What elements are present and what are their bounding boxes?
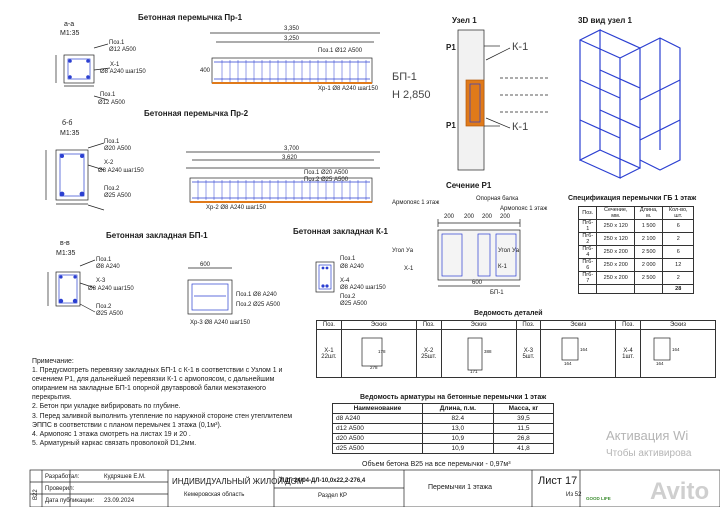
rebar-title: Ведомость арматуры на бетонные перемычки 1 этаж [360, 394, 547, 401]
bp1-tag: Поз.1 Ø8 А240 [236, 292, 277, 298]
detail-dim: 171 [470, 369, 478, 374]
node1-tag: К-1 [512, 121, 529, 133]
p1-dim: 600 [472, 280, 483, 286]
bp1-tag: Хр-3 Ø8 А240 шаг150 [190, 320, 251, 326]
detail-pos: Х-1 22шт. [317, 330, 342, 378]
table-row-total: 28 [579, 285, 694, 294]
spec-table [578, 206, 694, 294]
p1-section-outline [438, 230, 520, 280]
project-code: ПДГ-24/04-ДЛ-10,0х22,2-276,4 [280, 478, 366, 484]
pr2-dim: 3,620 [282, 155, 298, 161]
p1-title: Сечение Р1 [446, 181, 492, 190]
table-row: Пг6-4 250 х 200 2 500 6 [579, 246, 694, 259]
p1-dim: 200 [482, 214, 493, 220]
company-logo: GOOD LIFE [586, 496, 611, 501]
concrete-volume: Объем бетона В25 на все перемычки - 0,97м³ [362, 461, 511, 468]
k1-title: Бетонная закладная К-1 [293, 227, 388, 236]
bp1-dim: 600 [200, 262, 211, 268]
bb-tag: Ø8 А240 шаг150 [98, 168, 144, 174]
table-row: d8 А240 82.4 39,5 [333, 414, 554, 424]
note-item: 1. Предусмотреть перевязку закладных БП-1 с К-1 в соответствии с Узлом 1 и сечением Р1, для дальнейшей перевязки К-1 с армопоясом, с дальнейшим опиранием на закладные БП-1 опорной двутавровой балки межэтажного перекрытия. [32, 367, 283, 402]
detail-pos: Х-2 25шт. [416, 330, 441, 378]
node1-tag: Р1 [446, 43, 456, 52]
node1-bp1 [466, 80, 484, 126]
note-item: 2. Бетон при укладке вибрировать по глубине. [32, 403, 181, 411]
detail-dim: 388 [484, 349, 492, 354]
bp1-outline [188, 280, 232, 314]
aa-tag: Поз.1 [109, 40, 125, 46]
pr2-tag: Поз.1 Ø20 А500 [304, 170, 349, 176]
sheet-total: Из 52 [566, 492, 582, 498]
pr1-dim: 3,350 [284, 26, 300, 32]
aa-tag: Х-1 [110, 62, 120, 68]
section-aa-label: а-а [64, 21, 75, 28]
developer-label: Разработал: [45, 474, 80, 480]
project-region: Кемеровская область [184, 492, 245, 498]
vv-tag: Х-3 [96, 278, 106, 284]
pr2-tag: Поз.2 Ø25 А500 [304, 177, 349, 183]
p1-label: БП-1 [490, 290, 504, 296]
section-bb-label: б-б [62, 120, 73, 127]
bp1-title: Бетонная закладная БП-1 [106, 231, 208, 240]
bb-tag: Х-2 [104, 160, 114, 166]
table-row: d25 А500 10,9 41,8 [333, 444, 554, 454]
table-row: Пг6-6 250 х 200 2 000 12 [579, 259, 694, 272]
pr1-title: Бетонная перемычка Пр-1 [138, 13, 243, 22]
detail-dim: 164 [580, 347, 588, 352]
p1-dim: 200 [500, 214, 511, 220]
p1-label: Армопояс 1 этаж [500, 206, 548, 212]
pr2-dim: 3,700 [284, 146, 300, 152]
section-vv-label: в-в [60, 240, 70, 247]
pr2-title: Бетонная перемычка Пр-2 [144, 109, 249, 118]
section-aa-scale: М1:35 [60, 30, 80, 37]
details-table: Поз. Эскиз Поз. Эскиз Поз. Эскиз Поз. Эскиз Х-1 22шт. Х-2 25шт. Х-3 5шт. Х-4 1шт. [316, 320, 716, 378]
notes-title: Примечание: [32, 358, 74, 365]
node1-tag: БП-1 [392, 71, 417, 83]
aa-tag: Поз.1 [100, 92, 116, 98]
vv-tag: Ø8 А240 шаг150 [88, 286, 134, 292]
bb-tag: Поз.1 [104, 139, 120, 145]
sheet-title: Перемычки 1 этажа [428, 484, 492, 491]
table-row: Пг6-7 250 х 200 2 500 2 [579, 272, 694, 285]
pr1-dim: 400 [200, 68, 211, 74]
k1-tag: Поз.1 [340, 256, 356, 262]
table-row: Пг6-2 250 х 120 2 100 2 [579, 233, 694, 246]
pr1-tag: Поз.1 Ø12 А500 [318, 48, 363, 54]
p1-label: Армопояс 1 этаж [392, 200, 440, 206]
developer-name: Кудряшев Е.М. [104, 474, 146, 480]
notes-block [32, 357, 297, 448]
p1-label: Угол Уа [498, 248, 520, 254]
vv-tag: Поз.2 [96, 304, 112, 310]
p1-label: Х-1 [404, 266, 414, 272]
bp1-tag: Поз.2 Ø25 А500 [236, 302, 281, 308]
detail-dim: 178 [378, 349, 386, 354]
bb-tag: Поз.2 [104, 186, 120, 192]
node1-tag: Р1 [446, 121, 456, 130]
detail-dim: 164 [656, 361, 664, 366]
project-section: Раздел КР [318, 493, 347, 499]
3d-rebar-frame [580, 30, 680, 178]
rebar-table: Наименование Длина, п.м. Масса, кг d8 А240 82.4 39,5 d12 А500 13,0 11,5 d20 А500 10,9 26,8 d25 А500 10,9 41,8 [332, 403, 554, 454]
sheet-number: Лист 17 [538, 475, 578, 487]
k1-tag: Ø25 А500 [340, 301, 368, 307]
section-bb-stirrup [60, 154, 84, 196]
detail-pos: Х-4 1шт. [616, 330, 641, 378]
section-vv-stirrup [59, 275, 77, 303]
detail-dim: 278 [370, 365, 378, 370]
detail-pos: Х-3 5шт. [516, 330, 541, 378]
aa-tag: Ø12 А500 [109, 47, 137, 53]
table-row: d20 А500 10,9 26,8 [333, 434, 554, 444]
spec-header: Сечение, мм. [597, 207, 635, 220]
node1-tag: К-1 [512, 41, 529, 53]
p1-dim: 200 [444, 214, 455, 220]
pr1-dim: 3,250 [284, 36, 300, 42]
aa-tag: Ø12 А500 [98, 100, 126, 106]
spec-title: Спецификация перемычки ГБ 1 этаж [568, 195, 697, 202]
p1-label: К-1 [498, 264, 507, 270]
vv-tag: Ø25 А500 [96, 311, 124, 317]
p1-label: Угол Уа [392, 248, 414, 254]
avito-watermark: Avito [650, 478, 710, 505]
activation-watermark-sub: Чтобы активирова [606, 448, 692, 459]
activation-watermark: Активация Wi [606, 428, 689, 443]
date-label: Дата публикации: [45, 498, 95, 504]
pr2-tag: Хр-2 Ø8 А240 шаг150 [206, 205, 267, 211]
vv-tag: Поз.1 [96, 257, 112, 263]
spec-header: Кол-во, шт. [663, 207, 694, 220]
detail-dim: 164 [672, 347, 680, 352]
k1-tag: Ø8 А240 шаг150 [340, 285, 386, 291]
bb-tag: Ø20 А500 [104, 146, 132, 152]
table-row: Пг6-1 250 х 120 1 500 6 [579, 220, 694, 233]
k1-tag: Поз.2 [340, 294, 356, 300]
stamp-vert: В22 [33, 489, 39, 500]
bb-tag: Ø25 А500 [104, 193, 132, 199]
node1-tag: Н 2,850 [392, 89, 431, 101]
note-item: 5. Арматурный каркас связать проволокой D1,2мм. [32, 439, 197, 447]
section-bb-scale: М1:35 [60, 130, 80, 137]
p1-dim: 200 [464, 214, 475, 220]
spec-header: Длина, м. [635, 207, 663, 220]
spec-header: Поз. [579, 207, 597, 220]
date-value: 23.09.2024 [104, 498, 135, 504]
view3d-title: 3D вид узел 1 [578, 16, 633, 25]
details-title: Ведомость деталей [474, 310, 543, 317]
k1-tag: Х-4 [340, 278, 350, 284]
p1-label: Опорная балка [476, 196, 519, 202]
table-row: d12 А500 13,0 11,5 [333, 424, 554, 434]
project-name: ИНДИВИДУАЛЬНЫЙ ЖИЛОЙ ДОМ [172, 477, 304, 486]
note-item: 3. Перед заливкой выполнить утепление по наружной стороне стен утеплителем ЭППС в соответствии с планом перемычек 1 этажа (0,1м³). [32, 412, 293, 429]
vv-tag: Ø8 А240 [96, 264, 120, 270]
checker-label: Проверил: [45, 486, 75, 492]
detail-dim: 164 [564, 361, 572, 366]
note-item: 4. Армопояс 1 этажа смотреть на листах 19 и 20 . [32, 430, 191, 438]
pr1-tag: Хр-1 Ø8 А240 шаг150 [318, 86, 379, 92]
k1-tag: Ø8 А240 [340, 264, 364, 270]
node1-title: Узел 1 [452, 16, 477, 25]
aa-tag: Ø8 А240 шаг150 [100, 69, 146, 75]
section-vv-scale: М1:35 [56, 250, 76, 257]
